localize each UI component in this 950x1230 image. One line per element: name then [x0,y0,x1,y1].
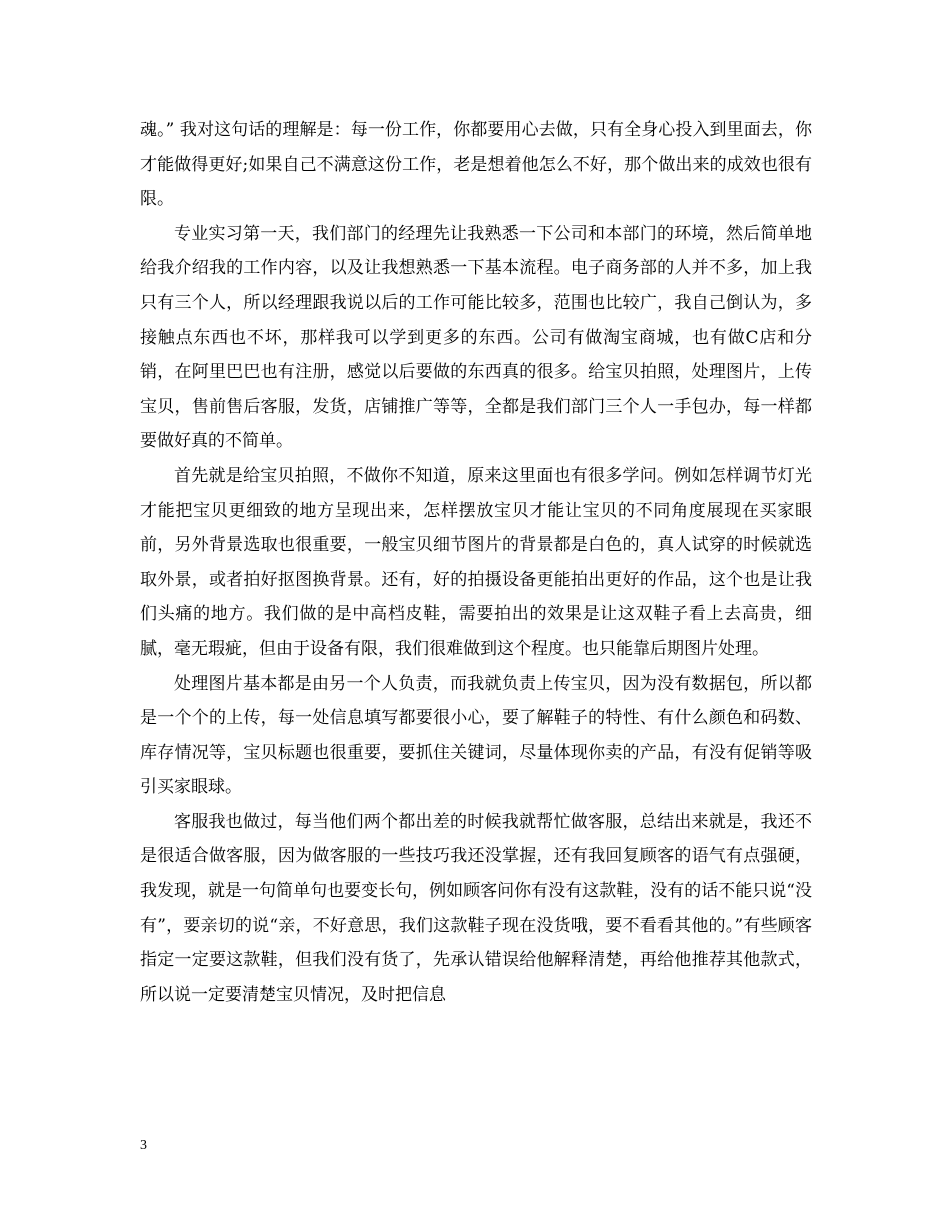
paragraph-3: 首先就是给宝贝拍照，不做你不知道，原来这里面也有很多学问。例如怎样调节灯光才能把宝贝更细致的地方呈现出来，怎样摆放宝贝才能让宝贝的不同角度展现在买家眼前，另外背景选取也很重要，一般宝贝细节图片的背景都是白色的，真人试穿的时候就选取外景，或者拍好抠图换背景。还有，好的拍摄设备更能拍出更好的作品，这个也是让我们头痛的地方。我们做的是中高档皮鞋，需要拍出的效果是让这双鞋子看上去高贵，细腻，毫无瑕疵，但由于设备有限，我们很难做到这个程度。也只能靠后期图片处理。 [140,465,812,659]
paragraph-1: 魂。” 我对这句话的理解是：每一份工作，你都要用心去做，只有全身心投入到里面去，你才能做得更好;如果自己不满意这份工作，老是想着他怎么不好，那个做出来的成效也很有限。 [140,120,812,210]
document-body [140,113,812,1012]
paragraph-2: 专业实习第一天，我们部门的经理先让我熟悉一下公司和本部门的环境，然后简单地给我介绍我的工作内容，以及让我想熟悉一下基本流程。电子商务部的人并不多，加上我只有三个人，所以经理跟我说以后的工作可能比较多，范围也比较广，我自己倒认为，多接触点东西也不坏，那样我可以学到更多的东西。公司有做淘宝商城，也有做C店和分销，在阿里巴巴也有注册，感觉以后要做的东西真的很多。给宝贝拍照，处理图片，上传宝贝，售前售后客服，发货，店铺推广等等，全都是我们部门三个人一手包办，每一样都要做好真的不简单。 [140,223,812,452]
paragraph-4: 处理图片基本都是由另一个人负责，而我就负责上传宝贝，因为没有数据包，所以都是一个个的上传，每一处信息填写都要很小心，要了解鞋子的特性、有什么颜色和码数、库存情况等，宝贝标题也很重要，要抓住关键词，尽量体现你卖的产品，有没有促销等吸引买家眼球。 [140,673,812,798]
page-number: 3 [140,1138,147,1153]
paragraph-5: 客服我也做过，每当他们两个都出差的时候我就帮忙做客服，总结出来就是，我还不是很适合做客服，因为做客服的一些技巧我还没掌握，还有我回复顾客的语气有点强硬，我发现，就是一句简单句也要变长句，例如顾客问你有没有这款鞋，没有的话不能只说“没有”，要亲切的说“亲，不好意思，我们这款鞋子现在没货哦，要不看看其他的。”有些顾客指定一定要这款鞋，但我们没有货了，先承认错误给他解释清楚，再给他推荐其他款式，所以说一定要清楚宝贝情况，及时把信息 [140,811,812,1005]
